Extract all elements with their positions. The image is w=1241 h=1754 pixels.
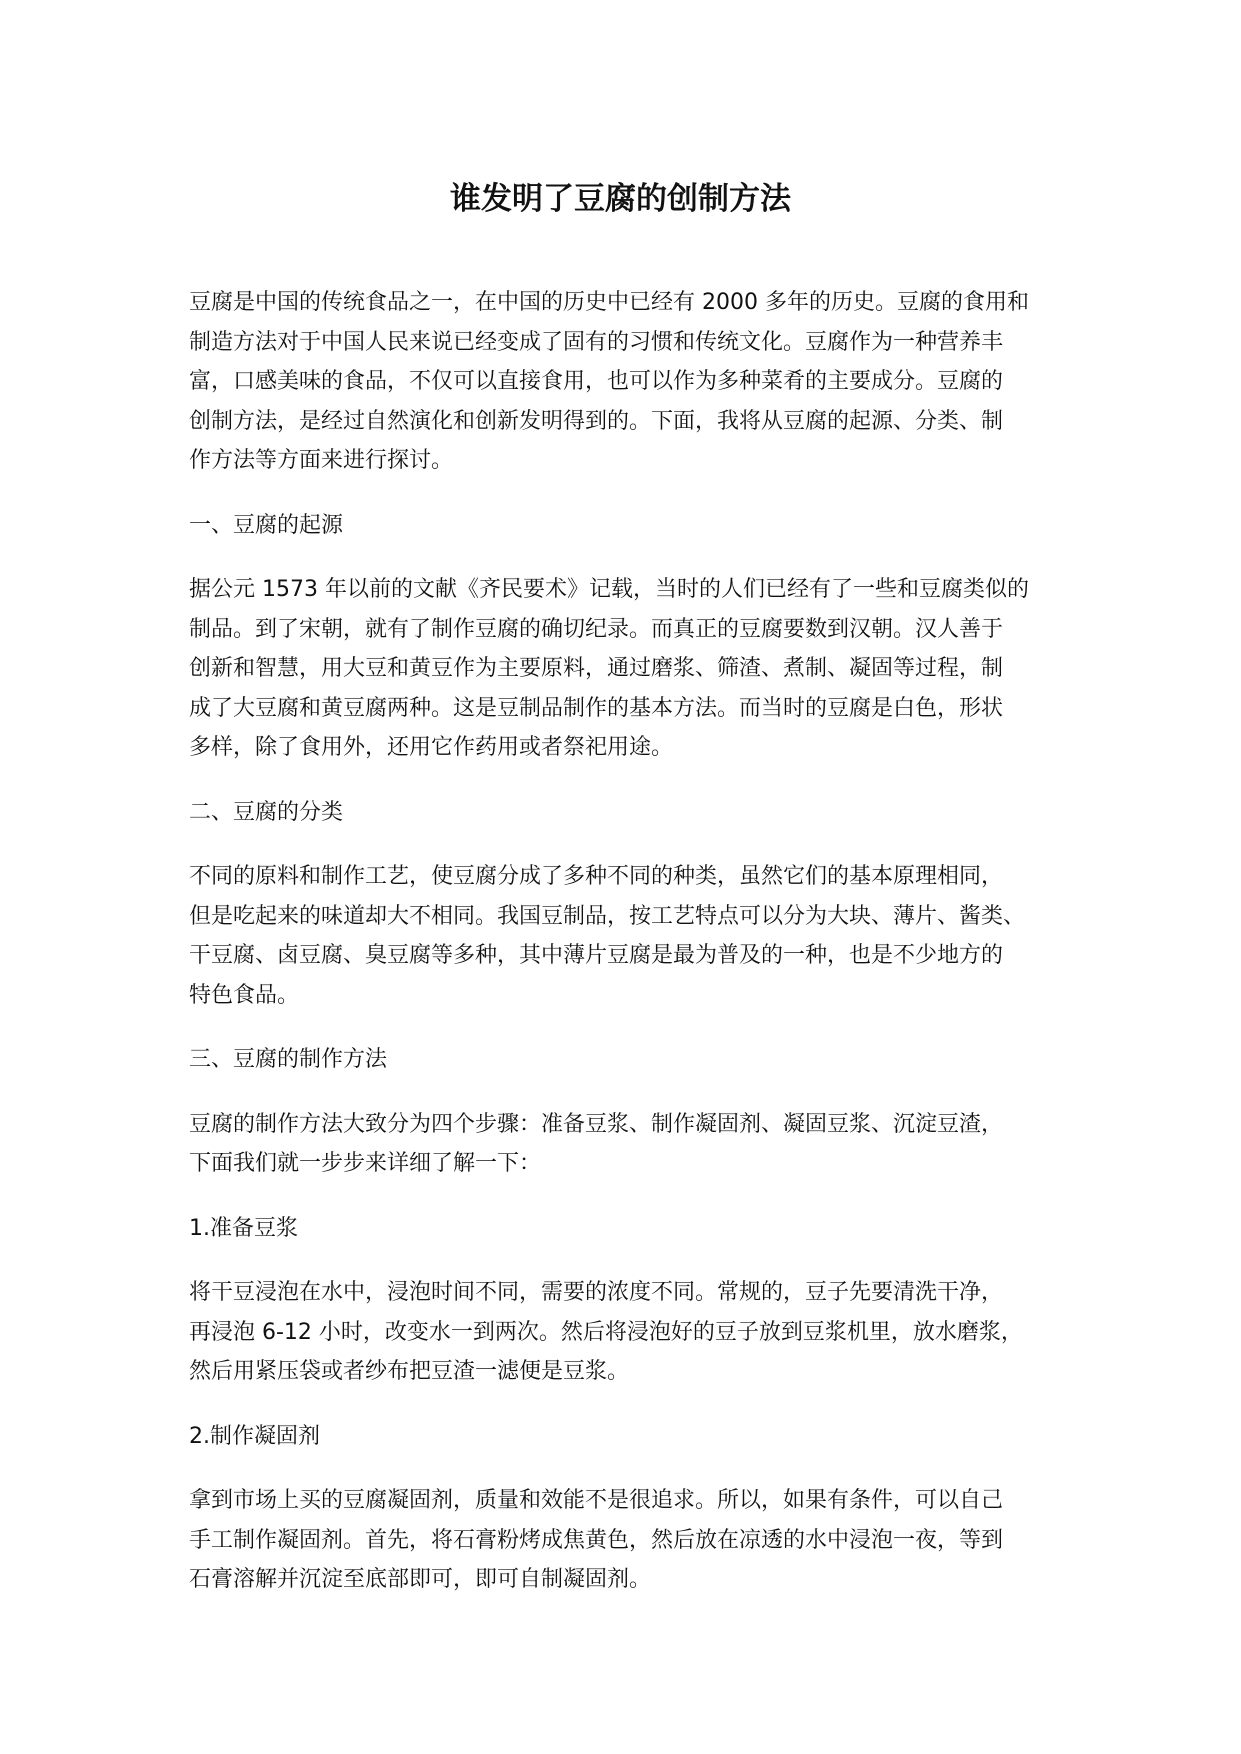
coagulant-line: 拿到市场上买的豆腐凝固剂，质量和效能不是很追求。所以，如果有条件，可以自己 (189, 1488, 1004, 1513)
method-line: 下面我们就一步步来详细了解一下： (189, 1151, 542, 1176)
classification-paragraph (189, 857, 1069, 1015)
classification-line: 但是吃起来的味道却大不相同。我国豆制品，按工艺特点可以分为大块、薄片、酱类、 (189, 903, 1026, 929)
coagulant-line: 石膏溶解并沉淀至底部即可，即可自制凝固剂。 (189, 1567, 652, 1592)
intro-paragraph (189, 283, 1069, 481)
step-heading-coagulant: 2.制作凝固剂 (189, 1423, 320, 1449)
intro-line: 作方法等方面来进行探讨。 (189, 448, 454, 473)
intro-line: 富，口感美味的食品，不仅可以直接食用，也可以作为多种菜肴的主要成分。豆腐的 (189, 369, 1004, 394)
intro-line: 制造方法对于中国人民来说已经变成了固有的习惯和传统文化。豆腐作为一种营养丰 (189, 329, 1004, 355)
classification-line: 干豆腐、卤豆腐、臭豆腐等多种，其中薄片豆腐是最为普及的一种，也是不少地方的 (189, 943, 1004, 968)
method-paragraph (189, 1105, 1069, 1184)
document-title: 谁发明了豆腐的创制方法 (450, 181, 791, 217)
origin-line: 成了大豆腐和黄豆腐两种。这是豆制品制作的基本方法。而当时的豆腐是白色，形状 (189, 695, 1004, 721)
origin-paragraph (189, 570, 1069, 768)
soymilk-line: 然后用紧压袋或者纱布把豆渣一滤便是豆浆。 (189, 1359, 630, 1384)
coagulant-line: 手工制作凝固剂。首先，将石膏粉烤成焦黄色，然后放在凉透的水中浸泡一夜，等到 (189, 1527, 1004, 1553)
soymilk-line: 将干豆浸泡在水中，浸泡时间不同，需要的浓度不同。常规的，豆子先要清洗干净， (189, 1280, 1004, 1305)
section-heading-origin: 一、豆腐的起源 (189, 512, 344, 538)
coagulant-paragraph (189, 1481, 1069, 1600)
soymilk-paragraph (189, 1273, 1069, 1392)
section-heading-method: 三、豆腐的制作方法 (189, 1047, 388, 1072)
origin-line: 创新和智慧，用大豆和黄豆作为主要原料，通过磨浆、筛渣、煮制、凝固等过程，制 (189, 656, 1004, 681)
origin-line: 多样，除了食用外，还用它作药用或者祭祀用途。 (189, 735, 674, 760)
document-body (189, 283, 1069, 1625)
origin-line: 据公元 1573 年以前的文献《齐民要术》记载，当时的人们已经有了一些和豆腐类似的 (189, 577, 1029, 602)
origin-line: 制品。到了宋朝，就有了制作豆腐的确切纪录。而真正的豆腐要数到汉朝。汉人善于 (189, 616, 1004, 642)
method-line: 豆腐的制作方法大致分为四个步骤：准备豆浆、制作凝固剂、凝固豆浆、沉淀豆渣， (189, 1111, 1004, 1137)
intro-line: 豆腐是中国的传统食品之一，在中国的历史中已经有 2000 多年的历史。豆腐的食用和 (189, 290, 1029, 315)
classification-line: 不同的原料和制作工艺，使豆腐分成了多种不同的种类，虽然它们的基本原理相同， (189, 864, 1004, 889)
section-heading-classification: 二、豆腐的分类 (189, 799, 344, 825)
soymilk-line: 再浸泡 6-12 小时，改变水一到两次。然后将浸泡好的豆子放到豆浆机里，放水磨浆， (189, 1319, 1023, 1345)
intro-line: 创制方法，是经过自然演化和创新发明得到的。下面，我将从豆腐的起源、分类、制 (189, 408, 1004, 434)
classification-line: 特色食品。 (189, 982, 300, 1008)
step-heading-soymilk: 1.准备豆浆 (189, 1215, 298, 1241)
